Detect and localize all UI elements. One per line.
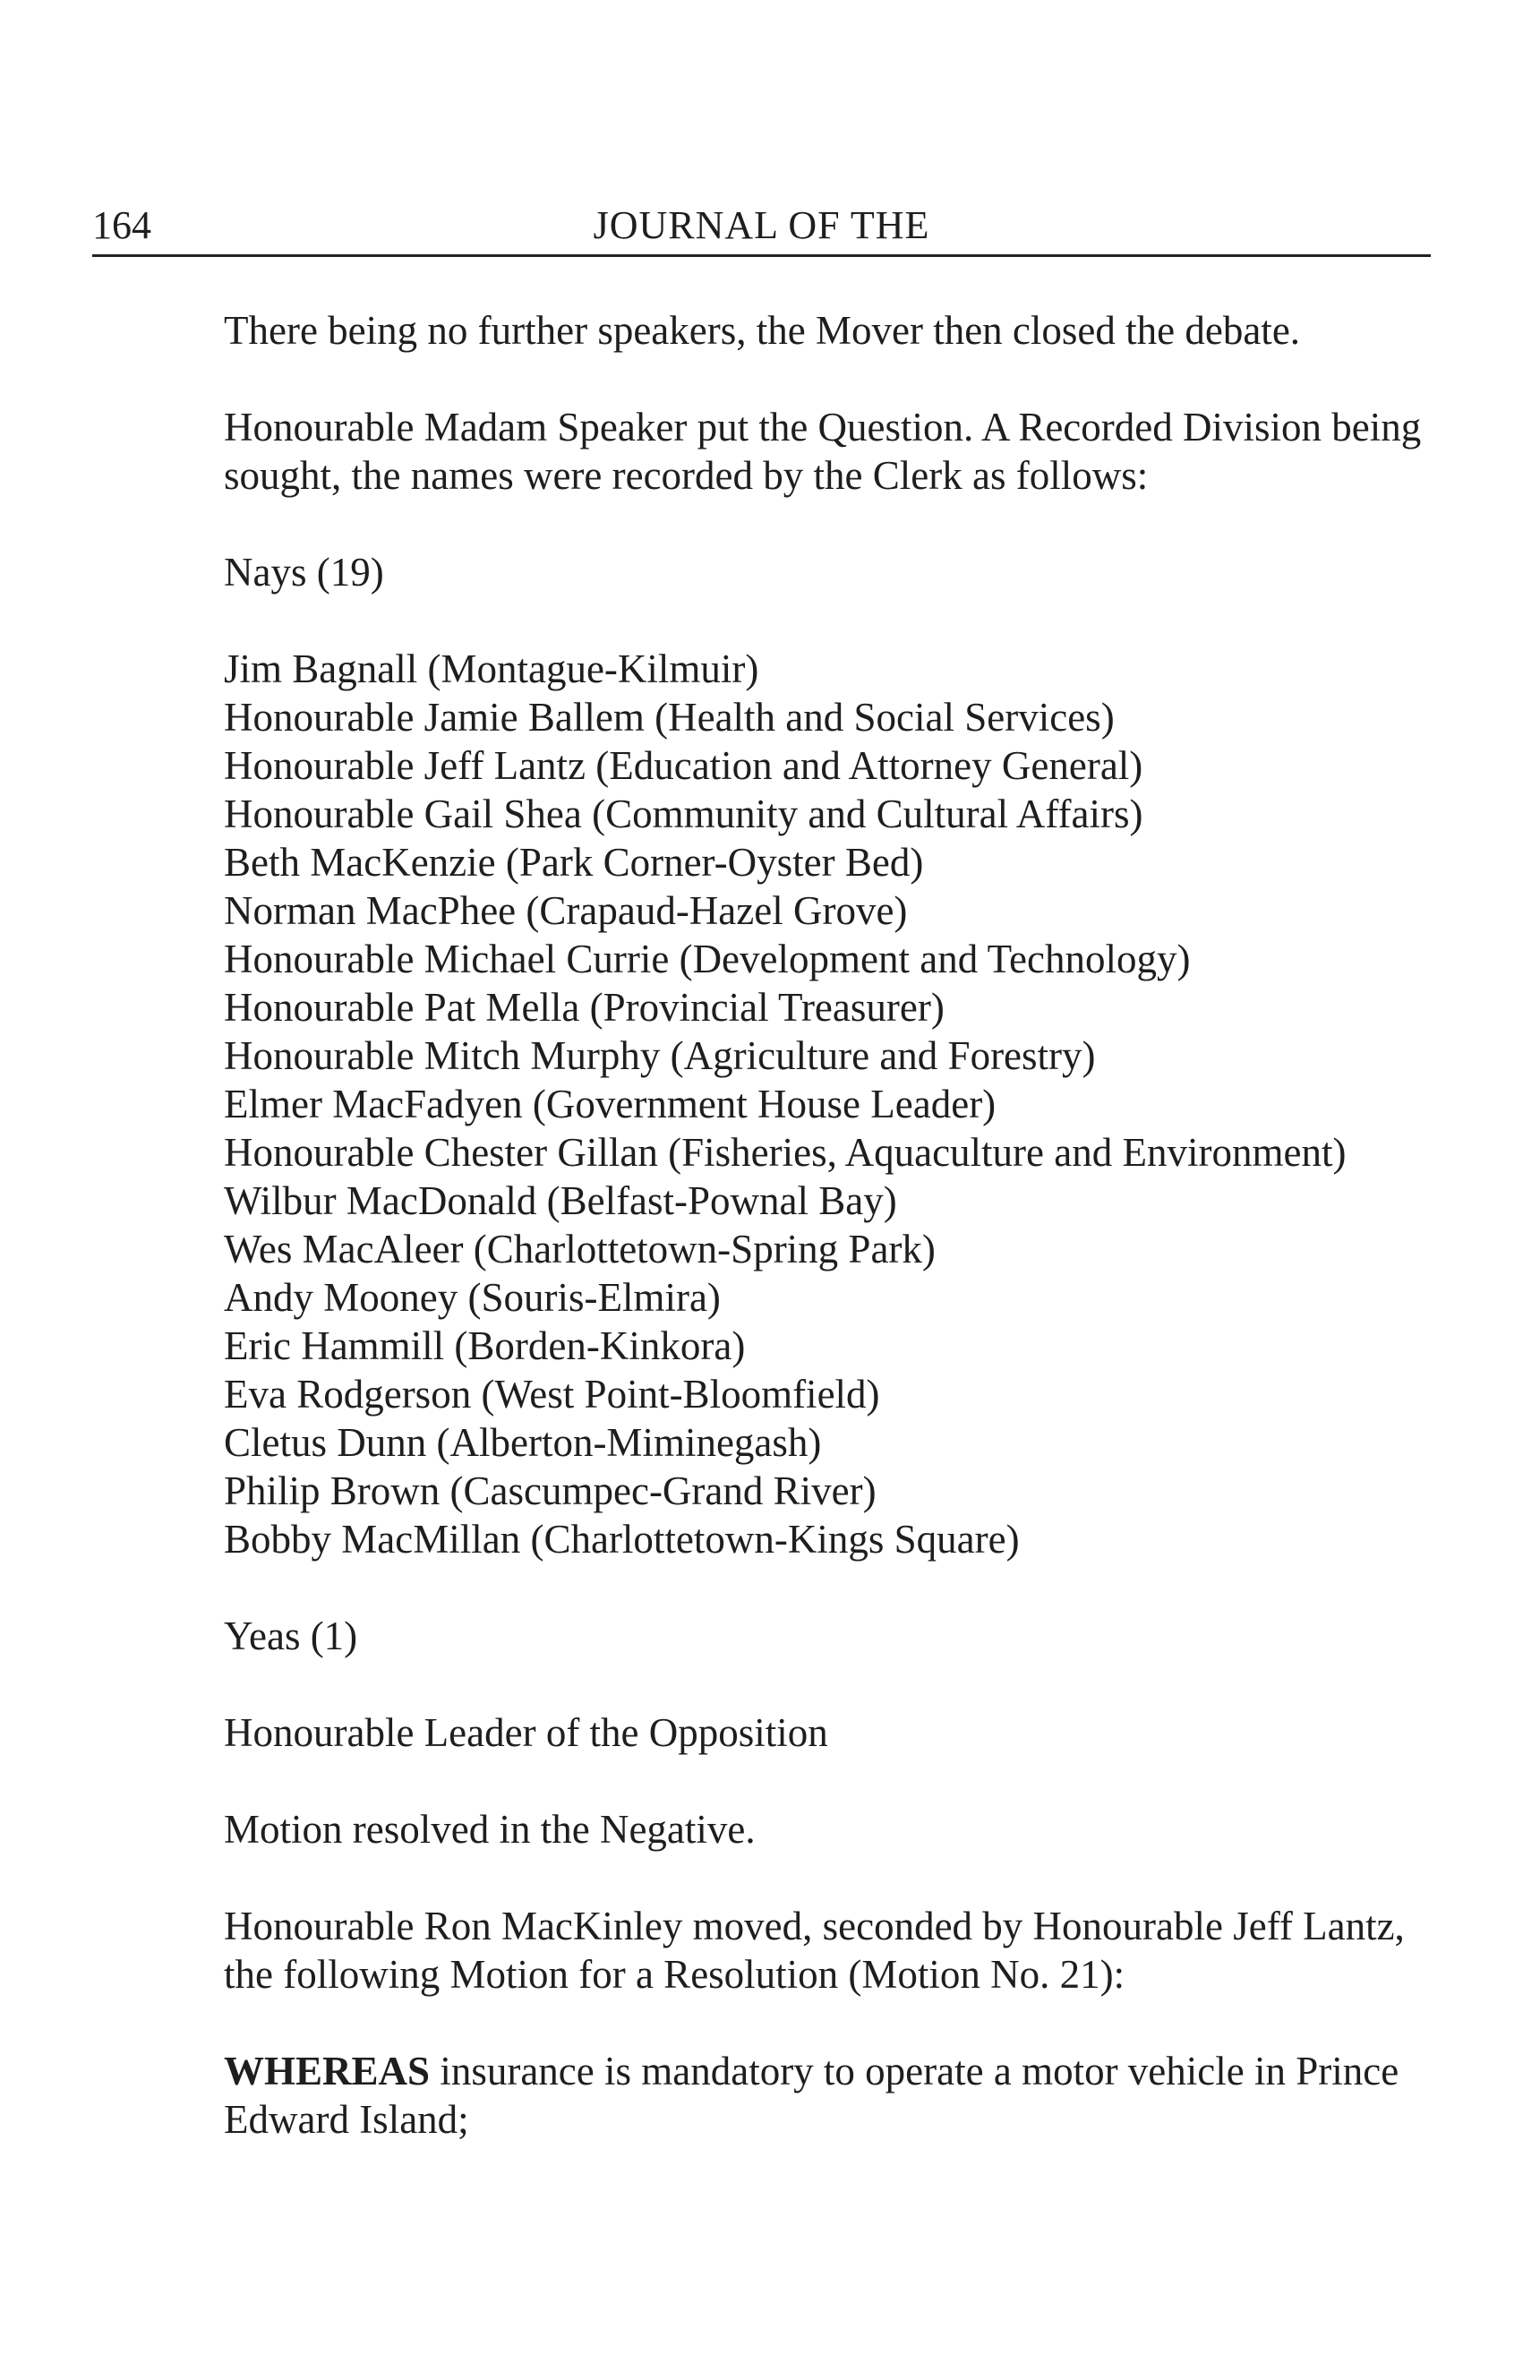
nay-member: Bobby MacMillan (Charlottetown-Kings Square) [224, 1517, 1020, 1562]
whereas-keyword: WHEREAS [224, 2049, 431, 2093]
nay-member: Jim Bagnall (Montague-Kilmuir) [224, 646, 759, 691]
page-header [92, 202, 1431, 257]
motion-intro-line-2: the following Motion for a Resolution (Motion No. 21): [224, 1952, 1125, 1997]
nay-member: Honourable Mitch Murphy (Agriculture and Forestry) [224, 1033, 1096, 1078]
nay-member: Honourable Pat Mella (Provincial Treasurer) [224, 985, 945, 1030]
yea-member: Honourable Leader of the Opposition [224, 1710, 828, 1755]
nay-member: Honourable Chester Gillan (Fisheries, Aquaculture and Environment) [224, 1130, 1347, 1175]
nay-member: Honourable Gail Shea (Community and Cultural Affairs) [224, 792, 1143, 836]
nay-member: Beth MacKenzie (Park Corner-Oyster Bed) [224, 840, 924, 885]
nay-member: Honourable Michael Currie (Development and Technology) [224, 937, 1191, 981]
nay-member: Wilbur MacDonald (Belfast-Pownal Bay) [224, 1178, 897, 1223]
motion-introduction-paragraph [224, 1902, 1442, 1999]
yeas-list [224, 1708, 1442, 1757]
motion-intro-line-1: Honourable Ron MacKinley moved, seconded by Honourable Jeff Lantz, [224, 1904, 1405, 1948]
nay-member: Philip Brown (Cascumpec-Grand River) [224, 1468, 877, 1513]
nays-heading: Nays (19) [224, 550, 384, 595]
nay-member: Wes MacAleer (Charlottetown-Spring Park) [224, 1227, 936, 1271]
journal-body [224, 306, 1442, 2192]
whereas-clause [224, 2047, 1442, 2144]
yeas-heading: Yeas (1) [224, 1614, 358, 1658]
nay-member: Andy Mooney (Souris-Elmira) [224, 1275, 721, 1320]
recorded-division-line-1: Honourable Madam Speaker put the Question. A Recorded Division being [224, 405, 1422, 449]
running-title: JOURNAL OF THE [593, 203, 930, 247]
nay-member: Elmer MacFadyen (Government House Leader) [224, 1082, 997, 1126]
whereas-line-2: Edward Island; [224, 2097, 469, 2142]
recorded-division-line-2: sought, the names were recorded by the Clerk as follows: [224, 453, 1149, 498]
recorded-division-paragraph [224, 403, 1442, 500]
nay-member: Honourable Jamie Ballem (Health and Social Services) [224, 695, 1115, 740]
nay-member: Eva Rodgerson (West Point-Bloomfield) [224, 1372, 880, 1417]
closing-debate-paragraph: There being no further speakers, the Mover then closed the debate. [224, 308, 1301, 353]
nay-member: Cletus Dunn (Alberton-Miminegash) [224, 1420, 822, 1465]
nay-member: Eric Hammill (Borden-Kinkora) [224, 1323, 746, 1368]
nay-member: Norman MacPhee (Crapaud-Hazel Grove) [224, 888, 908, 933]
page-number: 164 [92, 203, 151, 247]
nay-member: Honourable Jeff Lantz (Education and Attorney General) [224, 743, 1143, 788]
nays-list [224, 645, 1442, 1563]
motion-result: Motion resolved in the Negative. [224, 1807, 756, 1852]
whereas-line-1: insurance is mandatory to operate a motor vehicle in Prince [430, 2049, 1399, 2093]
